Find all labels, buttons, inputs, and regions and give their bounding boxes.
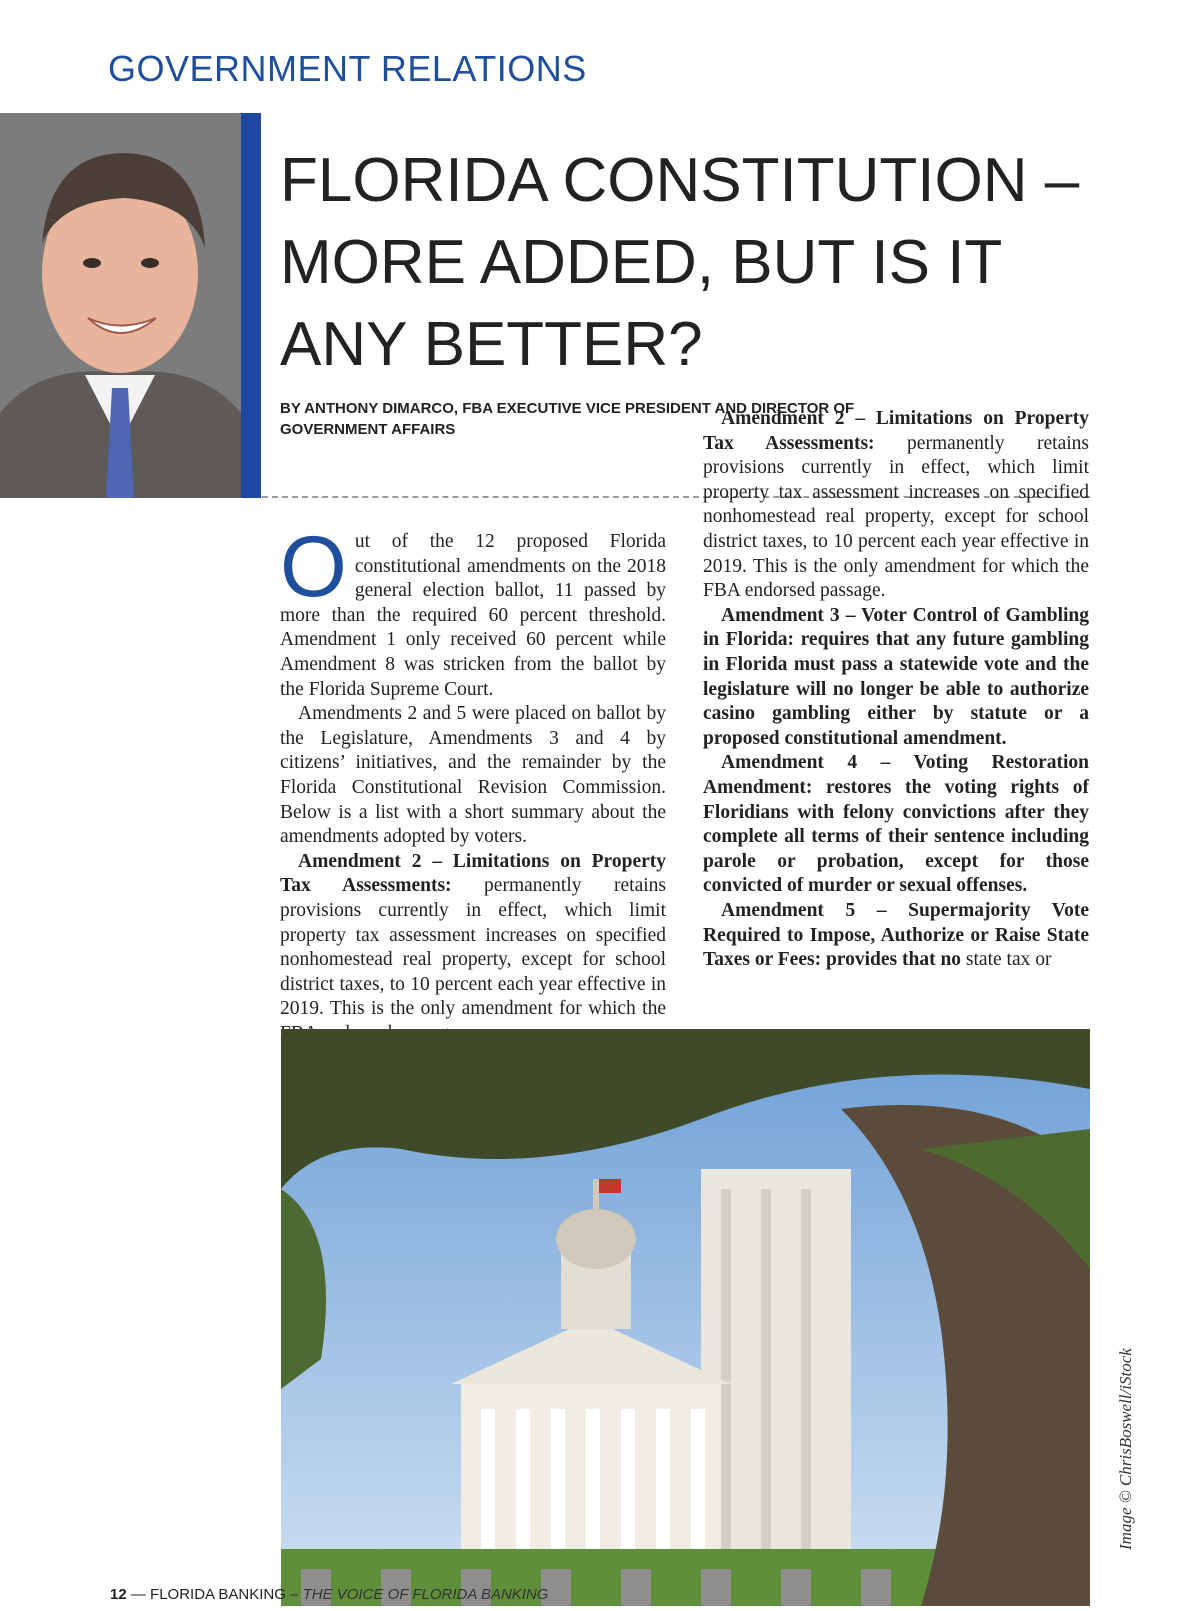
footer-publication: FLORIDA BANKING xyxy=(150,1586,286,1603)
intro-text: ut of the 12 proposed Florida constitutional amendments on the 2018 general election ballot, 11 passed by more than the required 60 percent threshold. Amendment 1 only received 60 percent while Amendment 8 was stricken from the ballot by the Florida Supreme Court. xyxy=(280,531,666,700)
article-column-1 xyxy=(280,519,666,1020)
page-footer xyxy=(110,1586,548,1603)
article-paragraph-2: Amendments 2 and 5 were placed on ballot by the Legislature, Amendments 3 and 4 by citizens’ initiatives, and the remainder by the Florida Constitutional Revision Commission. Below is a list with a short summary about the amendments adopted by voters. xyxy=(280,703,666,848)
section-label: GOVERNMENT RELATIONS xyxy=(108,48,587,89)
article-headline: FLORIDA CONSTITUTION – MORE ADDED, BUT IS IT ANY BETTER? xyxy=(280,146,1080,379)
page-number: 12 xyxy=(110,1586,127,1603)
amendment-2-heading: Amendment 2 – Limitations on Property Tax Assessments: xyxy=(280,850,666,897)
amendment-2-heading-continued: Amendment 2 – Limitations on Property Tax Assessments: xyxy=(703,408,1089,454)
article-column-2 xyxy=(703,408,1089,1000)
amendment-2-body-continued: permanently retains provisions currently in effect, which limit property tax assessment increases on specified nonhomestead real property, except for school district taxes, to 10 percent each year effective in 2019. This is the only amendment for which the FBA endorsed passage. xyxy=(703,432,1089,602)
amendment-5-paragraph-body: provides that no xyxy=(821,949,962,971)
drop-cap: O xyxy=(280,519,347,615)
amendment-5-paragraph-body-regular: state tax or xyxy=(961,949,1052,971)
amendment-2-overflow xyxy=(703,408,1089,604)
amendment-3-paragraph xyxy=(703,604,1089,752)
amendment-3-paragraph-heading: Amendment 3 – Voter Control of Gambling in Florida: xyxy=(703,604,1089,651)
capitol-photo-illustration xyxy=(281,1029,1090,1606)
amendment-4-paragraph-body: restores the voting rights of Floridians with felony convictions after they complete all terms of their sentence including parole or probation, except for those convicted of murder or sexual offenses. xyxy=(703,776,1089,897)
photo-credit: Image © ChrisBoswell/iStock xyxy=(1116,1348,1135,1550)
article-paragraph-intro xyxy=(280,519,666,702)
amendment-5-paragraph xyxy=(703,899,1089,973)
capitol-photo xyxy=(281,1029,1090,1606)
amendment-2-paragraph xyxy=(280,850,666,1047)
amendment-2-continuation xyxy=(703,407,1089,604)
accent-bar xyxy=(241,113,261,498)
amendment-3-paragraph-body: requires that any future gambling in Florida must pass a statewide vote and the legislature will no longer be able to authorize casino gambling either by statute or a proposed constitutional amendment. xyxy=(703,629,1089,749)
footer-separator: — xyxy=(126,1586,151,1603)
amendment-4-paragraph xyxy=(703,751,1089,899)
article-byline: BY ANTHONY DIMARCO, FBA EXECUTIVE VICE PRESIDENT AND DIRECTOR OF GOVERNMENT AFFAIRS xyxy=(280,400,855,438)
amendment-5-paragraph-heading: Amendment 5 – Supermajority Vote Required to Impose, Authorize or Raise State Taxes or Fees: xyxy=(703,899,1089,971)
footer-tagline: – THE VOICE OF FLORIDA BANKING xyxy=(285,1586,549,1603)
amendment-2-body: permanently retains provisions currently in effect, which limit property tax assessment increases on specified nonhomestead real property, except for school district taxes, to 10 percent each year effective in 2019. This is the only amendment for which the xyxy=(280,875,666,1020)
author-portrait-illustration xyxy=(0,113,241,498)
author-portrait xyxy=(0,113,241,498)
amendment-4-paragraph-heading: Amendment 4 – Voting Restoration Amendment: xyxy=(703,752,1089,798)
